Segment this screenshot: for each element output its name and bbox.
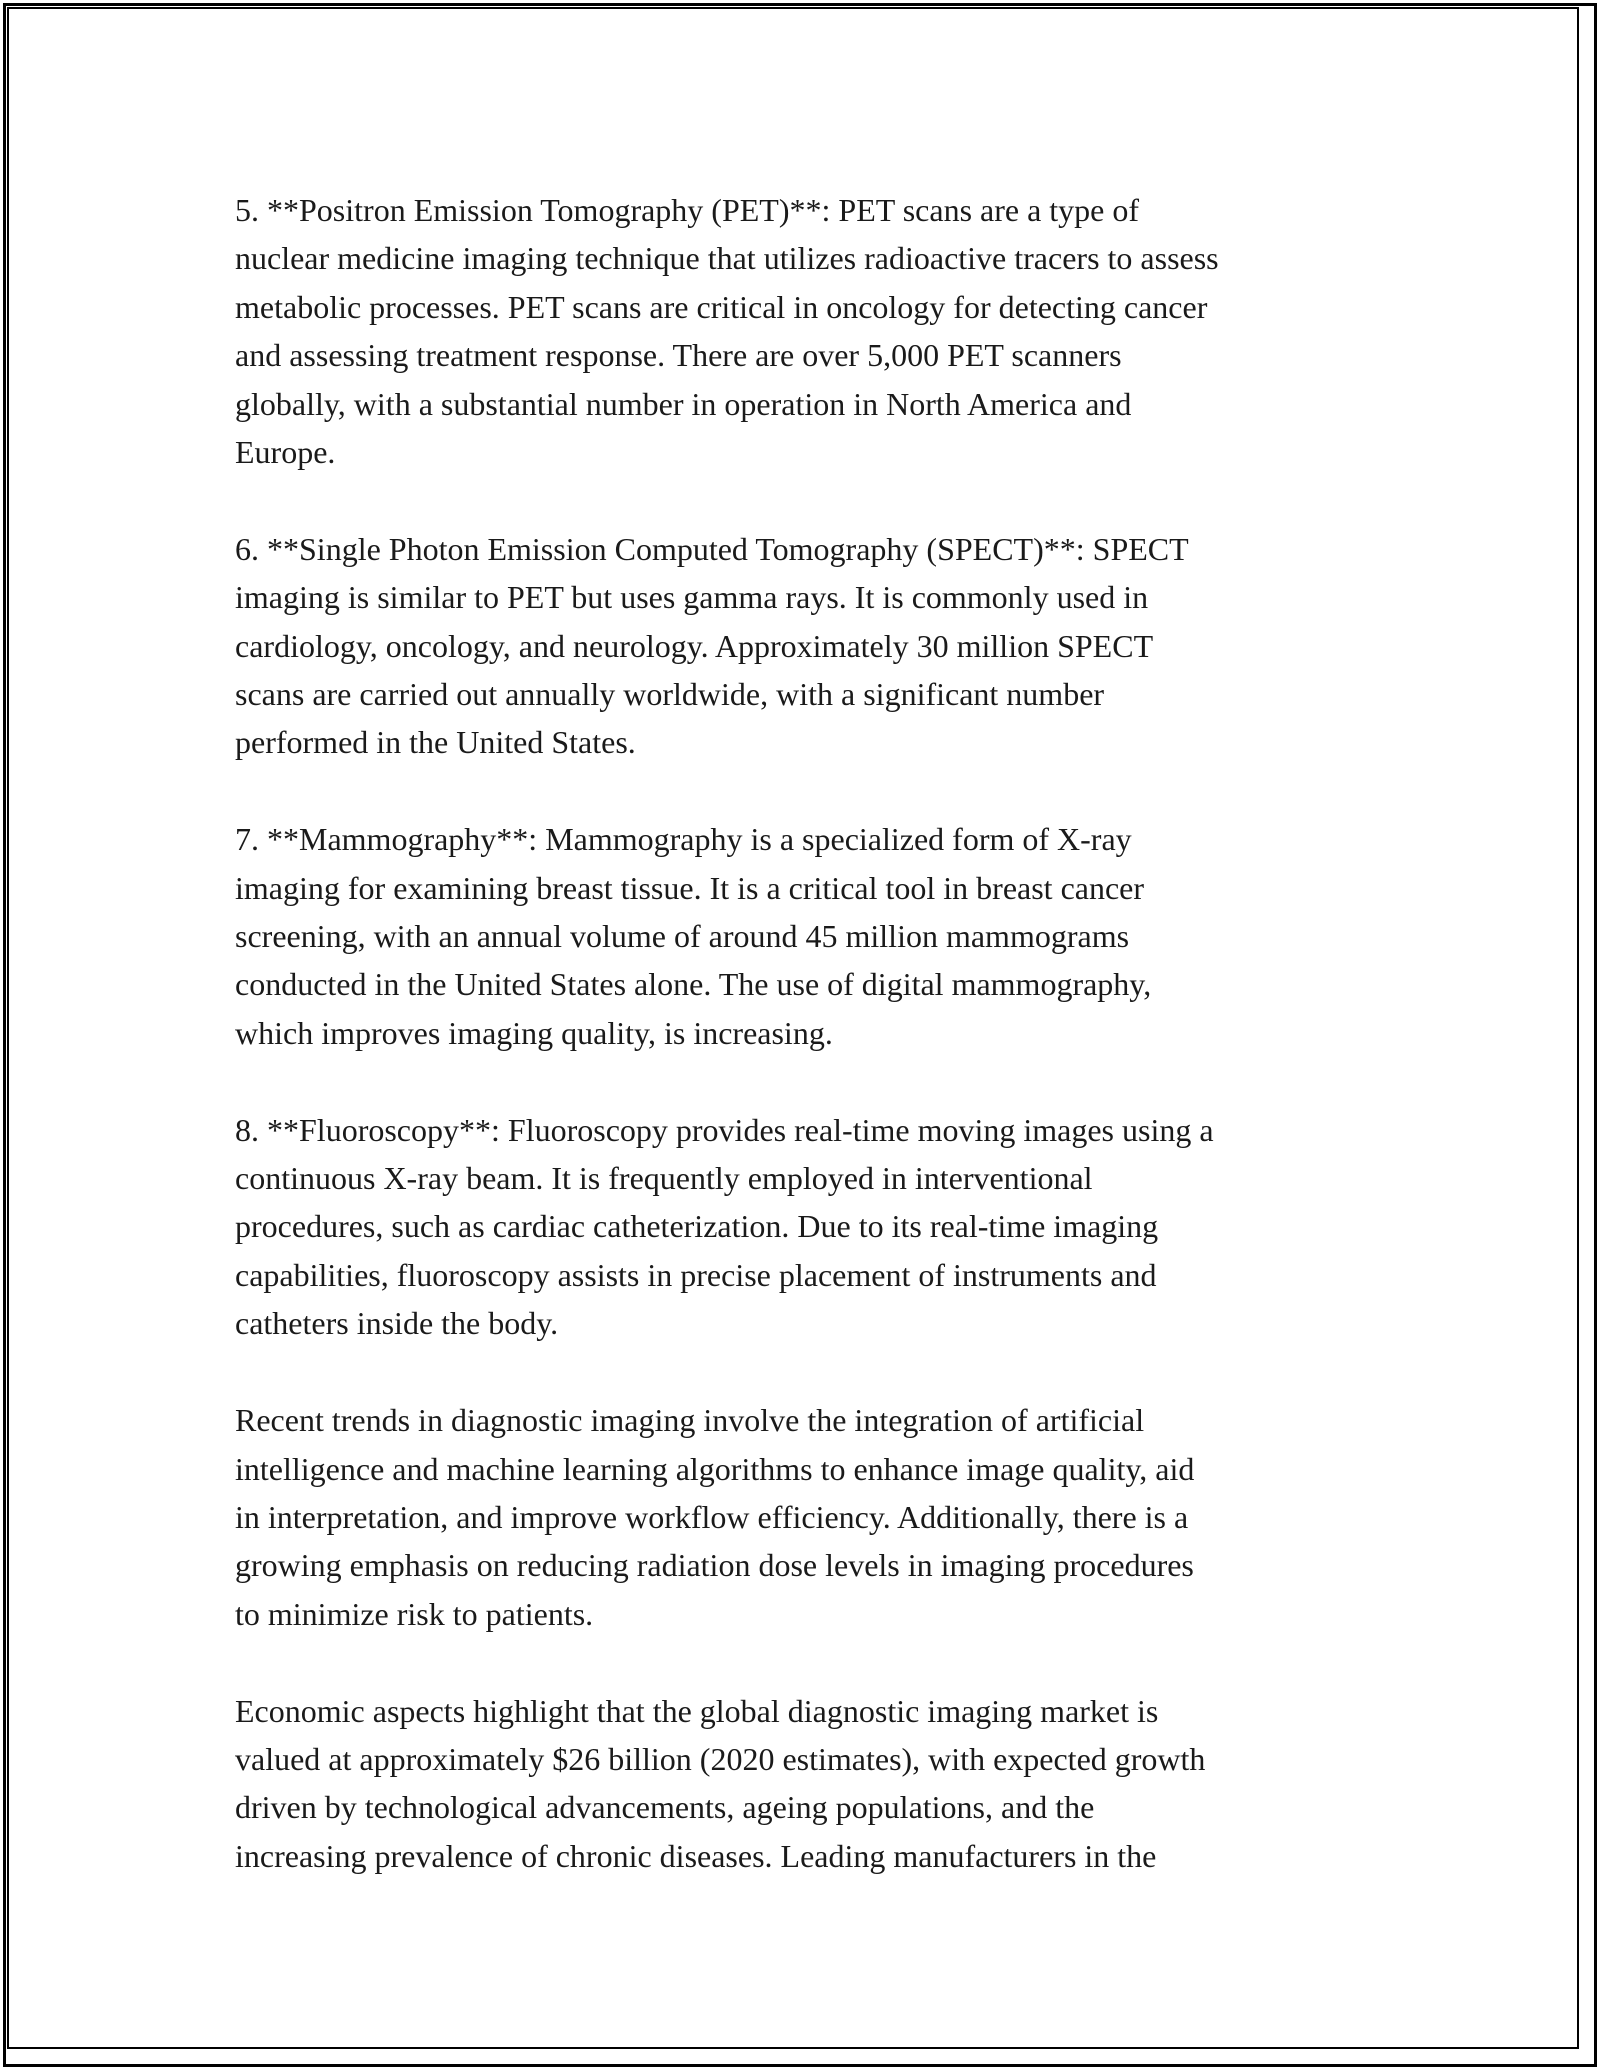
paragraph-pet: 5. **Positron Emission Tomography (PET)**: PET scans are a type of nuclear medicine imaging technique that utilizes radioactive tracers to assess metabolic processes. PET scans are critical in oncology for detecting cancer and assessing treatment response. There are over 5,000 PET scanners globally, with a substantial number in operation in North America and Europe. (235, 192, 1219, 471)
paragraph-fluoroscopy: 8. **Fluoroscopy**: Fluoroscopy provides real-time moving images using a continuous X-ray beam. It is frequently employed in interventional procedures, such as cardiac catheterization. Due to its real-time imaging capabilities, fluoroscopy assists in precise placement of instruments and catheters inside the body. (235, 1111, 1214, 1342)
paragraph-spect: 6. **Single Photon Emission Computed Tomography (SPECT)**: SPECT imaging is similar to PET but uses gamma rays. It is commonly used in cardiology, oncology, and neurology. Approximately 30 million SPECT scans are carried out annually worldwide, with a significant number performed in the United States. (235, 530, 1189, 761)
paragraph-mammography: 7. **Mammography**: Mammography is a specialized form of X-ray imaging for examining breast tissue. It is a critical tool in breast cancer screening, with an annual volume of around 45 million mammograms conducted in the United States alone. The use of digital mammography, which improves imaging quality, is increasing. (235, 821, 1152, 1051)
paragraph-recent-trends: Recent trends in diagnostic imaging involve the integration of artificial intelligence and machine learning algorithms to enhance image quality, aid in interpretation, and improve workflow efficiency. Additionally, there is a growing emphasis on reducing radiation dose levels in imaging procedures to minimize risk to patients. (235, 1402, 1195, 1632)
document-body (235, 186, 1385, 1929)
paragraph-economic-aspects: Economic aspects highlight that the global diagnostic imaging market is valued at approximately $26 billion (2020 estimates), with expected growth driven by technological advancements, ageing populations, and the increasing prevalence of chronic diseases. Leading manufacturers in the (235, 1692, 1206, 1874)
